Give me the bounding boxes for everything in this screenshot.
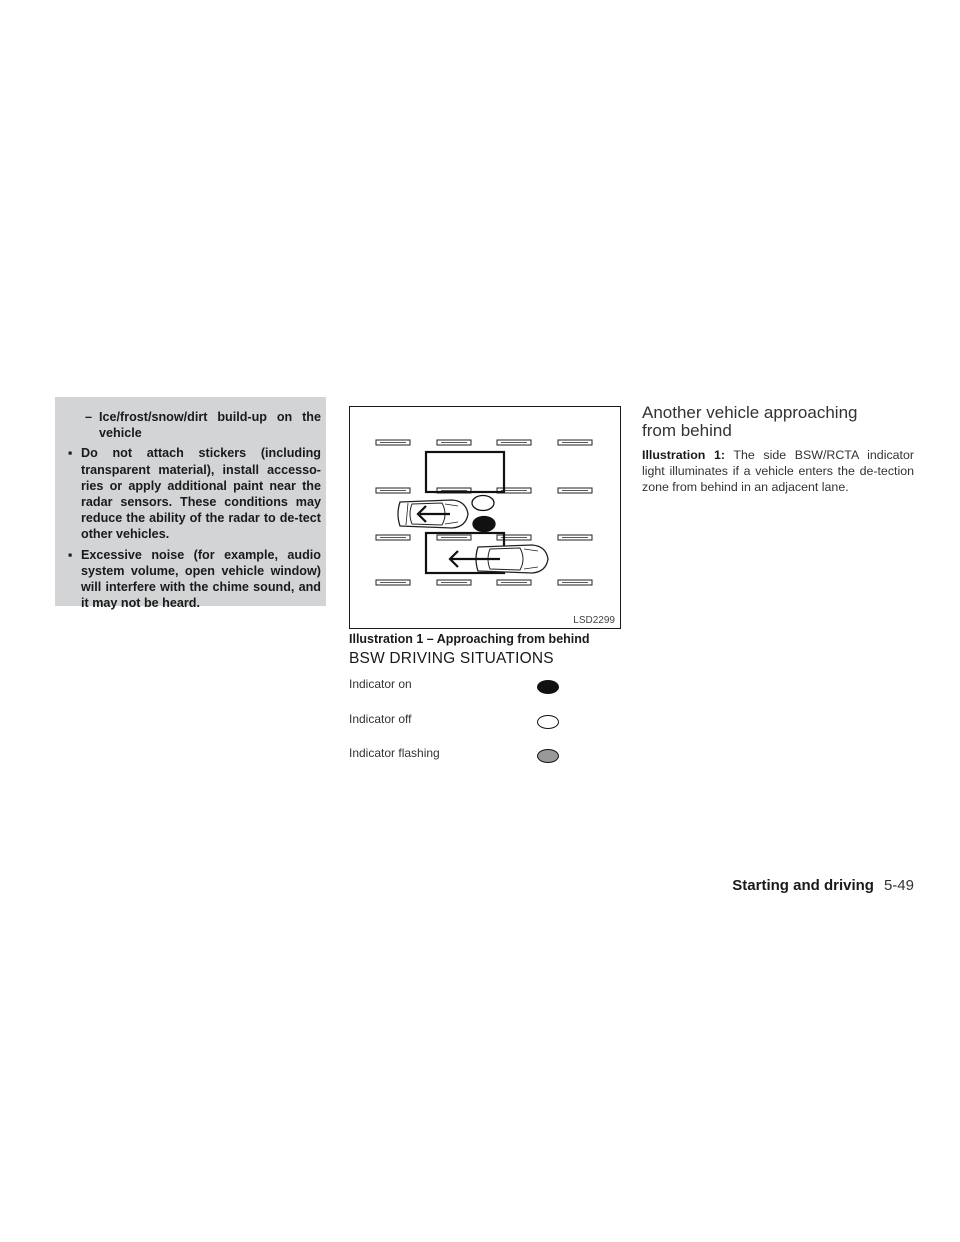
page-number: 5-49 [883,877,914,894]
dash-marker: – [85,410,93,424]
footer-section-title: Starting and driving [732,877,874,894]
illustration-diagram [350,407,620,628]
legend-row-indicator-on [349,677,579,699]
detection-zone-upper [426,452,504,492]
legend-row-indicator-off [349,712,579,734]
section-heading: BSW DRIVING SITUATIONS [349,650,554,667]
legend-label: Indicator off [349,712,412,726]
indicator-off-symbol [472,496,494,511]
warning-bullet-stickers [65,445,321,542]
paragraph-body: The side BSW/RCTA indicator light illuminates if a vehicle enters the de-tection zone from behind in an adjacent lane. [642,448,914,495]
approaching-vehicle [450,545,548,573]
subsection-heading [642,404,922,440]
figure-caption: Illustration 1 – Approaching from behind [349,632,590,646]
warning-bullet-text: Do not attach stickers (including transparent material), install accesso-ries or apply additional paint near the radar sensors. These conditions may reduce the ability of the radar to de-tect other vehicles. [81,446,321,542]
warning-bullet-noise [65,547,321,612]
bullet-marker: ▪ [68,446,73,461]
illustration-description [642,447,914,496]
subsection-heading-line-1: Another vehicle approaching [642,403,858,422]
legend-label: Indicator on [349,677,412,691]
indicator-on-symbol [473,517,495,532]
page-footer [732,877,914,894]
bullet-marker: ▪ [68,547,73,562]
legend-row-indicator-flashing [349,746,579,768]
subsection-heading-line-2: from behind [642,421,732,440]
paragraph-lead: Illustration 1: [642,448,725,462]
warning-bullet-text: Excessive noise (for example, audio system volume, open vehicle window) will interfere with the chime sound, and it may not be heard. [81,547,321,611]
illustration-frame [349,406,621,629]
own-vehicle [398,500,468,528]
warning-sub-item-text: Ice/frost/snow/dirt build-up on the vehicle [99,410,321,441]
legend-label: Indicator flashing [349,746,440,760]
indicator-flashing-icon [537,749,559,763]
figure-code: LSD2299 [573,615,615,626]
warning-box [55,397,326,611]
indicator-off-icon [537,715,559,729]
indicator-on-icon [537,680,559,694]
warning-sub-item [65,409,321,441]
